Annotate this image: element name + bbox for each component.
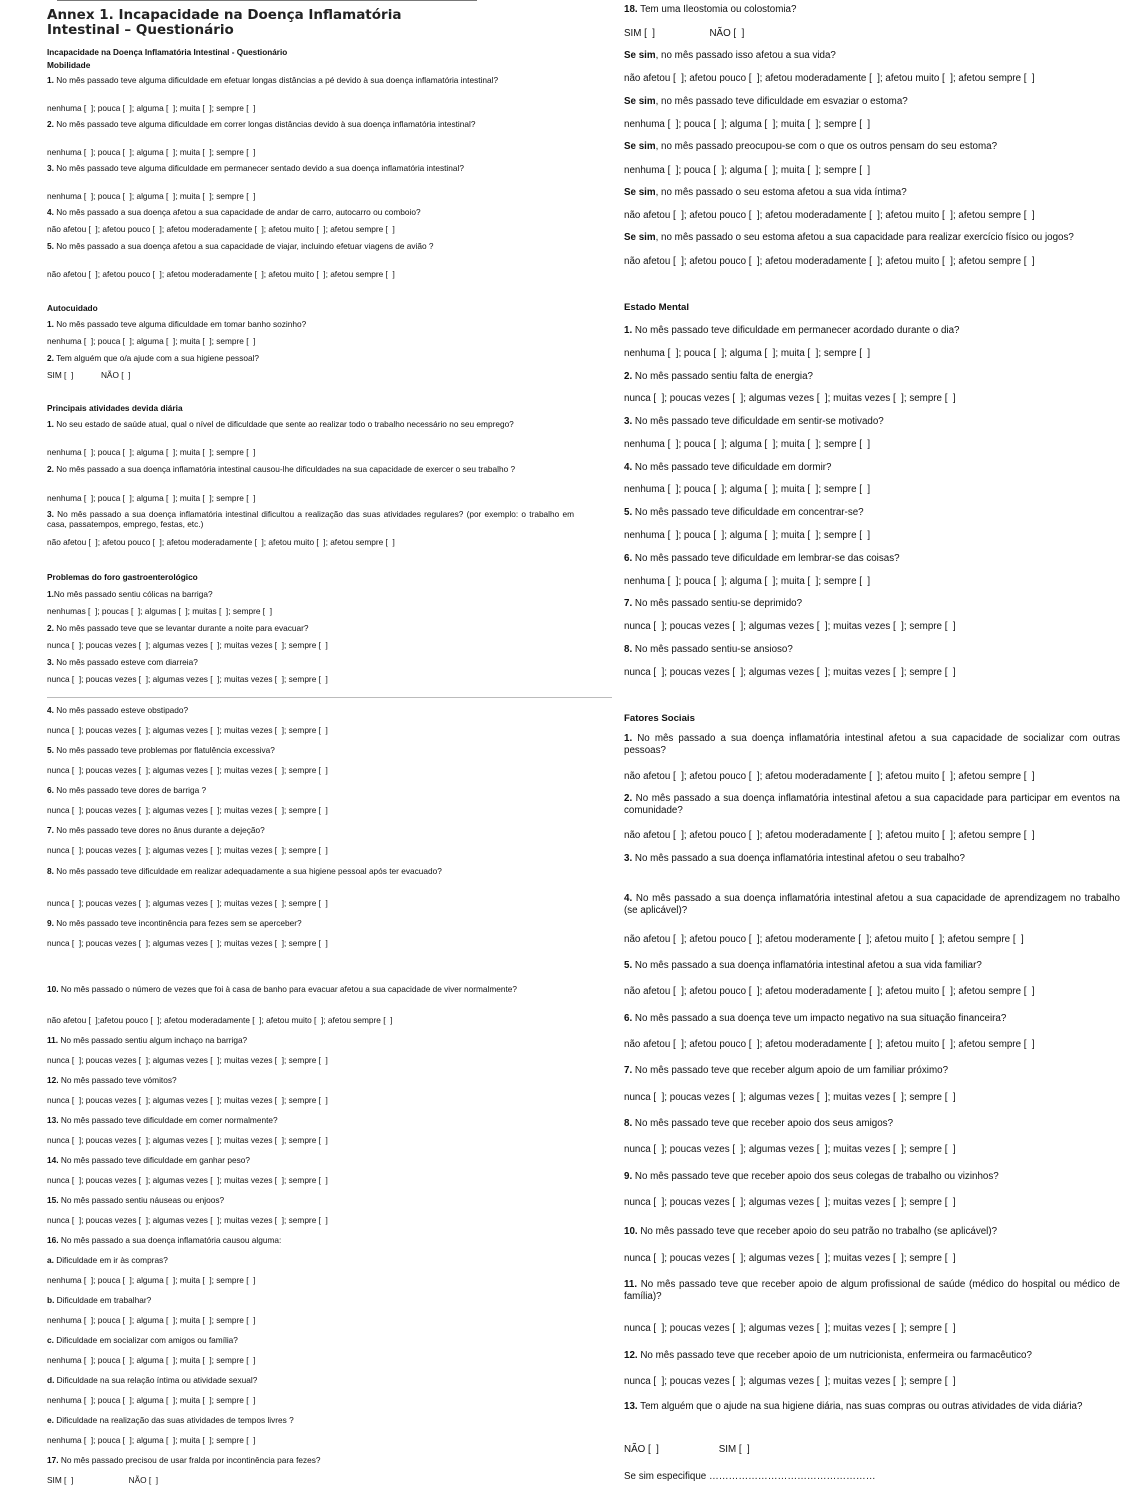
question [624, 141, 1120, 153]
answer-options: nunca [ ]; poucas vezes [ ]; algumas vezes [ ]; muitas vezes [ ]; sempre [ ] [624, 1376, 956, 1387]
question-number: 15. [47, 1195, 59, 1205]
question-text: No mês passado teve dificuldade em dormir? [632, 462, 832, 473]
question-text: No mês passado sentiu náuseas ou enjoos? [58, 1195, 225, 1205]
answer-options: nenhuma [ ]; pouca [ ]; alguma [ ]; muita [ ]; sempre [ ] [47, 1355, 256, 1365]
question-number: 8. [624, 1118, 633, 1129]
question-text: No mês passado teve dificuldade em comer normalmente? [58, 1115, 278, 1125]
question-text: No mês passado a sua doença afetou a sua capacidade de viajar, incluindo efetuar viagens de avião ? [53, 241, 434, 251]
question [47, 1235, 574, 1245]
question [624, 1171, 1120, 1183]
answer-options: nunca [ ]; poucas vezes [ ]; algumas vezes [ ]; muitas vezes [ ]; sempre [ ] [47, 765, 328, 775]
question [624, 960, 1120, 972]
question-number: 3. [624, 416, 633, 427]
answer-options: nunca [ ]; poucas vezes [ ]; algumas vezes [ ]; muitas vezes [ ]; sempre [ ] [47, 805, 328, 815]
question-text: No mês passado teve que receber algum apoio de um familiar próximo? [632, 1065, 949, 1076]
answer-options: não afetou [ ]; afetou pouco [ ]; afetou moderadamente [ ]; afetou muito [ ]; afetou sempre [ ] [624, 830, 1035, 841]
question-text: No mês passado precisou de usar fralda por incontinência para fezes? [58, 1455, 321, 1465]
question-number: 18. [624, 4, 638, 15]
question-number: Se sim [624, 187, 656, 198]
question-text: , no mês passado preocupou-se com o que os outros pensam do seu estoma? [655, 141, 998, 152]
question-text: No mês passado a sua doença inflamatória intestinal causou-lhe dificuldades na sua capacidade de exercer o seu trabalho ? [53, 464, 516, 474]
question-number: b. [47, 1295, 55, 1305]
question [624, 1013, 1120, 1025]
question [624, 598, 1120, 610]
answer-options: nunca [ ]; poucas vezes [ ]; algumas vezes [ ]; muitas vezes [ ]; sempre [ ] [624, 667, 956, 678]
question [624, 507, 1120, 519]
question [624, 644, 1120, 656]
question-text: Dificuldade em trabalhar? [54, 1295, 152, 1305]
question-text: No mês passado sentiu falta de energia? [632, 371, 813, 382]
question-text: Dificuldade em socializar com amigos ou família? [53, 1335, 238, 1345]
question [624, 1226, 1120, 1238]
answer-options: não afetou [ ]; afetou pouco [ ]; afetou moderadamente [ ]; afetou muito [ ]; afetou sempre [ ] [624, 1039, 1035, 1050]
question-number: 6. [47, 785, 54, 795]
question-text: Tem alguém que o ajude na sua higiene diária, nas suas compras ou outras atividades de vida diária? [637, 1401, 1083, 1412]
answer-options: Se sim especifique …………………………………………… [624, 1471, 876, 1482]
answer-options: não afetou [ ];afetou pouco [ ]; afetou moderadamente [ ]; afetou muito [ ]; afetou sempre [ ] [47, 1015, 393, 1025]
answer-options: nunca [ ]; poucas vezes [ ]; algumas vezes [ ]; muitas vezes [ ]; sempre [ ] [47, 898, 328, 908]
question [624, 1350, 1120, 1362]
answer-options: nunca [ ]; poucas vezes [ ]; algumas vezes [ ]; muitas vezes [ ]; sempre [ ] [47, 640, 328, 650]
question [47, 825, 574, 835]
answer-options: não afetou [ ]; afetou pouco [ ]; afetou moderadamente [ ]; afetou muito [ ]; afetou sempre [ ] [47, 269, 395, 279]
section-heading: Mobilidade [47, 60, 91, 70]
question [47, 657, 574, 667]
answer-options: nunca [ ]; poucas vezes [ ]; algumas vezes [ ]; muitas vezes [ ]; sempre [ ] [47, 1215, 328, 1225]
question [624, 553, 1120, 565]
answer-options: nenhuma [ ]; pouca [ ]; alguma [ ]; muita [ ]; sempre [ ] [624, 439, 871, 450]
answer-options: nenhuma [ ]; pouca [ ]; alguma [ ]; muita [ ]; sempre [ ] [47, 147, 256, 157]
question-number: 1. [47, 419, 54, 429]
question [47, 464, 574, 474]
question-text: No mês passado a sua doença inflamatória intestinal afetou a sua capacidade de aprendizagem no trabalho (se aplicável)? [624, 893, 1120, 917]
question [47, 785, 574, 795]
question [624, 371, 1120, 383]
question [47, 75, 574, 85]
question-number: 3. [47, 509, 54, 519]
question-number: 4. [624, 462, 633, 473]
answer-options: não afetou [ ]; afetou pouco [ ]; afetou moderadamente [ ]; afetou muito [ ]; afetou sempre [ ] [624, 771, 1035, 782]
question [47, 1295, 574, 1305]
question-number: 6. [624, 553, 633, 564]
question [47, 1335, 574, 1345]
answer-options: SIM [ ] NÃO [ ] [624, 28, 745, 39]
answer-options: não afetou [ ]; afetou pouco [ ]; afetou moderadamente [ ]; afetou muito [ ]; afetou sempre [ ] [47, 224, 395, 234]
question [624, 1118, 1120, 1130]
answer-options: nenhuma [ ]; pouca [ ]; alguma [ ]; muita [ ]; sempre [ ] [47, 493, 256, 503]
answer-options: nunca [ ]; poucas vezes [ ]; algumas vezes [ ]; muitas vezes [ ]; sempre [ ] [47, 845, 328, 855]
section-heading: Problemas do foro gastroenterológico [47, 572, 198, 582]
answer-options: nenhuma [ ]; pouca [ ]; alguma [ ]; muita [ ]; sempre [ ] [624, 119, 871, 130]
question [47, 623, 574, 633]
question-text: No mês passado sentiu algum inchaço na barriga? [58, 1035, 248, 1045]
question [47, 1035, 574, 1045]
question-number: 8. [624, 644, 633, 655]
question-number: 5. [624, 960, 633, 971]
question-text: No mês passado a sua doença teve um impacto negativo na sua situação financeira? [632, 1013, 1007, 1024]
answer-options: nunca [ ]; poucas vezes [ ]; algumas vezes [ ]; muitas vezes [ ]; sempre [ ] [624, 1092, 956, 1103]
question-number: 7. [47, 825, 54, 835]
question-number: Se sim [624, 50, 656, 61]
question-text: No mês passado teve dificuldade em sentir-se motivado? [632, 416, 884, 427]
question-number: 13. [47, 1115, 59, 1125]
answer-options: nenhuma [ ]; pouca [ ]; alguma [ ]; muita [ ]; sempre [ ] [47, 447, 256, 457]
question [624, 4, 1120, 16]
answer-options: nenhuma [ ]; pouca [ ]; alguma [ ]; muita [ ]; sempre [ ] [624, 576, 871, 587]
document-title [47, 8, 574, 38]
title-line-2: Intestinal – Questionário [47, 22, 234, 38]
top-rule-left [57, 0, 477, 1]
question-number: 2. [47, 623, 54, 633]
question-number: 9. [47, 918, 54, 928]
question [47, 705, 574, 715]
question [47, 319, 574, 329]
question-text: , no mês passado teve dificuldade em esvaziar o estoma? [655, 96, 908, 107]
question-number: Se sim [624, 96, 656, 107]
question-text: No mês passado teve dificuldade em concentrar-se? [632, 507, 864, 518]
answer-options: não afetou [ ]; afetou pouco [ ]; afetou moderadamente [ ]; afetou muito [ ]; afetou sempre [ ] [624, 210, 1035, 221]
answer-options: nenhuma [ ]; pouca [ ]; alguma [ ]; muita [ ]; sempre [ ] [624, 484, 871, 495]
question-text: No mês passado teve que receber apoio de algum profissional de saúde (médico do hospital ou médico de família)? [624, 1279, 1120, 1303]
question [624, 733, 1120, 758]
question-number: 10. [624, 1226, 638, 1237]
question-text: No mês passado teve dores no ânus durante a dejeção? [53, 825, 265, 835]
answer-options: nunca [ ]; poucas vezes [ ]; algumas vezes [ ]; muitas vezes [ ]; sempre [ ] [624, 1144, 956, 1155]
question-text: , no mês passado o seu estoma afetou a sua capacidade para realizar exercício físico ou jogos? [655, 232, 1074, 243]
question-text: No mês passado teve dores de barriga ? [53, 785, 207, 795]
answer-options: nenhuma [ ]; pouca [ ]; alguma [ ]; muita [ ]; sempre [ ] [47, 1435, 256, 1445]
question-number: 12. [47, 1075, 59, 1085]
question [47, 207, 574, 217]
question-text: , no mês passado isso afetou a sua vida? [655, 50, 836, 61]
question-text: No mês passado teve que receber apoio de um nutricionista, enfermeira ou farmacêutico? [637, 1350, 1032, 1361]
question [624, 1279, 1120, 1304]
question-number: 1. [47, 75, 54, 85]
question-number: 14. [47, 1155, 59, 1165]
left-column [47, 7, 574, 1485]
question-number: 4. [47, 705, 54, 715]
answer-options: não afetou [ ]; afetou pouco [ ]; afetou moderadamente [ ]; afetou muito [ ]; afetou sempre [ ] [624, 256, 1035, 267]
question-text: No mês passado a sua doença inflamatória intestinal afetou o seu trabalho? [632, 853, 965, 864]
answer-options: nunca [ ]; poucas vezes [ ]; algumas vezes [ ]; muitas vezes [ ]; sempre [ ] [47, 1175, 328, 1185]
question [47, 918, 574, 928]
question [47, 353, 574, 363]
question-number: 3. [624, 853, 633, 864]
question-text: No mês passado esteve com diarreia? [53, 657, 198, 667]
answer-options: nunca [ ]; poucas vezes [ ]; algumas vezes [ ]; muitas vezes [ ]; sempre [ ] [624, 1323, 956, 1334]
answer-options: nunca [ ]; poucas vezes [ ]; algumas vezes [ ]; muitas vezes [ ]; sempre [ ] [47, 1135, 328, 1145]
question-number: 6. [624, 1013, 633, 1024]
question-number: 1. [47, 589, 54, 599]
question-text: No seu estado de saúde atual, qual o nível de dificuldade que sente ao realizar todo o trabalho necessário no seu emprego? [53, 419, 514, 429]
question-number: 5. [47, 241, 54, 251]
question-text: Dificuldade na sua relação íntima ou atividade sexual? [54, 1375, 258, 1385]
question-text: No mês passado teve que se levantar durante a noite para evacuar? [53, 623, 309, 633]
question-text: No mês passado sentiu-se ansioso? [632, 644, 793, 655]
question [47, 241, 574, 251]
answer-options: nenhumas [ ]; poucas [ ]; algumas [ ]; muitas [ ]; sempre [ ] [47, 606, 273, 616]
answer-options: nunca [ ]; poucas vezes [ ]; algumas vezes [ ]; muitas vezes [ ]; sempre [ ] [47, 674, 328, 684]
question-text: No mês passado teve dificuldade em permanecer acordado durante o dia? [632, 325, 960, 336]
question-text: No mês passado a sua doença inflamatória intestinal afetou a sua capacidade para participar em eventos na comunidade? [624, 793, 1120, 817]
question [624, 232, 1120, 244]
question-number: 13. [624, 1401, 638, 1412]
question-text: No mês passado teve que receber apoio dos seus colegas de trabalho ou vizinhos? [632, 1171, 999, 1182]
answer-options: nenhuma [ ]; pouca [ ]; alguma [ ]; muita [ ]; sempre [ ] [47, 1315, 256, 1325]
answer-options: nenhuma [ ]; pouca [ ]; alguma [ ]; muita [ ]; sempre [ ] [47, 191, 256, 201]
question-number: c. [47, 1335, 54, 1345]
question [47, 1195, 574, 1205]
answer-options: nenhuma [ ]; pouca [ ]; alguma [ ]; muita [ ]; sempre [ ] [624, 348, 871, 359]
question [47, 419, 574, 429]
question-number: e. [47, 1415, 54, 1425]
question-number: 2. [624, 793, 633, 804]
answer-options: SIM [ ] NÃO [ ] [47, 370, 131, 380]
question-number: 7. [624, 598, 633, 609]
question-number: 9. [624, 1171, 633, 1182]
question [47, 745, 574, 755]
question-text: Dificuldade na realização das suas atividades de tempos livres ? [53, 1415, 294, 1425]
question [624, 416, 1120, 428]
question-text: No mês passado teve dificuldade em ganhar peso? [58, 1155, 250, 1165]
answer-options: nunca [ ]; poucas vezes [ ]; algumas vezes [ ]; muitas vezes [ ]; sempre [ ] [624, 621, 956, 632]
question-number: 16. [47, 1235, 59, 1245]
question-text: No mês passado teve vómitos? [58, 1075, 177, 1085]
question [47, 984, 574, 994]
question-text: No mês passado sentiu-se deprimido? [632, 598, 803, 609]
question [47, 1415, 574, 1425]
question-number: 4. [47, 207, 54, 217]
answer-options: nenhuma [ ]; pouca [ ]; alguma [ ]; muita [ ]; sempre [ ] [47, 103, 256, 113]
question [624, 893, 1120, 918]
answer-options: nunca [ ]; poucas vezes [ ]; algumas vezes [ ]; muitas vezes [ ]; sempre [ ] [47, 1095, 328, 1105]
question-number: Se sim [624, 232, 656, 243]
section-heading: Fatores Sociais [624, 713, 695, 724]
question-number: 1. [624, 325, 633, 336]
answer-options: NÃO [ ] SIM [ ] [624, 1444, 750, 1455]
question-text: No mês passado teve problemas por flatulência excessiva? [53, 745, 275, 755]
question-number: 11. [624, 1279, 638, 1290]
answer-options: nunca [ ]; poucas vezes [ ]; algumas vezes [ ]; muitas vezes [ ]; sempre [ ] [624, 393, 956, 404]
answer-options: nenhuma [ ]; pouca [ ]; alguma [ ]; muita [ ]; sempre [ ] [47, 1395, 256, 1405]
answer-options: nenhuma [ ]; pouca [ ]; alguma [ ]; muita [ ]; sempre [ ] [47, 1275, 256, 1285]
question-number: 17. [47, 1455, 59, 1465]
answer-options: nunca [ ]; poucas vezes [ ]; algumas vezes [ ]; muitas vezes [ ]; sempre [ ] [47, 938, 328, 948]
question-text: No mês passado a sua doença inflamatória causou alguma: [58, 1235, 282, 1245]
question [624, 1401, 1120, 1413]
question-text: No mês passado sentiu cólicas na barriga? [53, 589, 213, 599]
question [624, 462, 1120, 474]
answer-options: nenhuma [ ]; pouca [ ]; alguma [ ]; muita [ ]; sempre [ ] [624, 165, 871, 176]
question-text: No mês passado teve que receber apoio do seu patrão no trabalho (se aplicável)? [637, 1226, 998, 1237]
question-number: 1. [624, 733, 633, 744]
question-number: Se sim [624, 141, 656, 152]
question [47, 866, 574, 876]
question [624, 96, 1120, 108]
question [47, 1155, 574, 1165]
question-text: No mês passado a sua doença inflamatória intestinal afetou a sua vida familiar? [632, 960, 982, 971]
answer-options: nunca [ ]; poucas vezes [ ]; algumas vezes [ ]; muitas vezes [ ]; sempre [ ] [47, 1055, 328, 1065]
question [47, 1375, 574, 1385]
question-text: No mês passado esteve obstipado? [53, 705, 189, 715]
question-number: 3. [47, 163, 54, 173]
questionnaire-subtitle: Incapacidade na Doença Inflamatória Intestinal - Questionário [47, 48, 288, 57]
answer-options: não afetou [ ]; afetou pouco [ ]; afetou moderadamente [ ]; afetou muito [ ]; afetou sempre [ ] [624, 73, 1035, 84]
question [47, 1455, 574, 1465]
question [47, 163, 574, 173]
question-text: Tem uma Ileostomia ou colostomia? [637, 4, 797, 15]
answer-options: SIM [ ] NÃO [ ] [47, 1475, 159, 1485]
question-text: No mês passado teve incontinência para fezes sem se aperceber? [53, 918, 302, 928]
answer-options: não afetou [ ]; afetou pouco [ ]; afetou moderadamente [ ]; afetou muito [ ]; afetou sempre [ ] [624, 986, 1035, 997]
question [624, 1065, 1120, 1077]
question-text: Tem alguém que o/a ajude com a sua higiene pessoal? [53, 353, 260, 363]
question [47, 589, 574, 599]
question-number: d. [47, 1375, 55, 1385]
question-number: 2. [624, 371, 633, 382]
title-line-1: Annex 1. Incapacidade na Doença Inflamatória [47, 7, 402, 23]
question-text: No mês passado teve alguma dificuldade em permanecer sentado devido a sua doença inflamatória intestinal? [53, 163, 464, 173]
question [624, 853, 1120, 865]
question-number: 3. [47, 657, 54, 667]
question [624, 793, 1120, 818]
section-heading: Autocuidado [47, 303, 98, 313]
answer-options: nunca [ ]; poucas vezes [ ]; algumas vezes [ ]; muitas vezes [ ]; sempre [ ] [624, 1197, 956, 1208]
question-number: 12. [624, 1350, 638, 1361]
answer-options: nenhuma [ ]; pouca [ ]; alguma [ ]; muita [ ]; sempre [ ] [47, 336, 256, 346]
question-text: No mês passado teve alguma dificuldade em tomar banho sozinho? [53, 319, 307, 329]
section-heading: Estado Mental [624, 302, 690, 313]
question [47, 509, 574, 529]
question [624, 50, 1120, 62]
question [47, 1075, 574, 1085]
question-text: No mês passado teve dificuldade em lembrar-se das coisas? [632, 553, 900, 564]
question [624, 187, 1120, 199]
answer-options: não afetou [ ]; afetou pouco [ ]; afetou moderamente [ ]; afetou muito [ ]; afetou sempre [ ] [624, 934, 1024, 945]
question-text: No mês passado teve dificuldade em realizar adequadamente a sua higiene pessoal após ter evacuado? [53, 866, 442, 876]
question-text: No mês passado teve alguma dificuldade em correr longas distâncias devido à sua doença inflamatória intestinal? [53, 119, 476, 129]
question [47, 1115, 574, 1125]
question-text: Dificuldade em ir às compras? [53, 1255, 168, 1265]
question-number: 7. [624, 1065, 633, 1076]
answer-options: nunca [ ]; poucas vezes [ ]; algumas vezes [ ]; muitas vezes [ ]; sempre [ ] [47, 725, 328, 735]
answer-options: nunca [ ]; poucas vezes [ ]; algumas vezes [ ]; muitas vezes [ ]; sempre [ ] [624, 1253, 956, 1264]
question-number: 2. [47, 119, 54, 129]
question-text: No mês passado a sua doença inflamatória intestinal afetou a sua capacidade de socializar com outras pessoas? [624, 733, 1120, 757]
question [47, 1255, 574, 1265]
question-text: No mês passado teve alguma dificuldade em efetuar longas distâncias a pé devido à sua doença inflamatória intestinal? [53, 75, 499, 85]
question-text: No mês passado teve que receber apoio dos seus amigos? [632, 1118, 894, 1129]
question [47, 119, 574, 129]
question-number: 11. [47, 1035, 59, 1045]
answer-options: não afetou [ ]; afetou pouco [ ]; afetou moderadamente [ ]; afetou muito [ ]; afetou sempre [ ] [47, 537, 395, 547]
question-number: 8. [47, 866, 54, 876]
question-text: No mês passado o número de vezes que foi à casa de banho para evacuar afetou a sua capacidade de viver normalmente? [58, 984, 518, 994]
question-number: 2. [47, 464, 54, 474]
question [624, 325, 1120, 337]
question-number: 1. [47, 319, 54, 329]
question-text: No mês passado a sua doença afetou a sua capacidade de andar de carro, autocarro ou comboio? [53, 207, 421, 217]
question-text: No mês passado a sua doença inflamatória intestinal dificultou a realização das suas atividades regulares? (por exemplo: o trabalho em casa, passatempos, emprego, festas, etc.) [47, 509, 574, 529]
answer-options: nenhuma [ ]; pouca [ ]; alguma [ ]; muita [ ]; sempre [ ] [624, 530, 871, 541]
question-number: a. [47, 1255, 54, 1265]
question-number: 2. [47, 353, 54, 363]
divider-line [47, 697, 612, 698]
question-number: 5. [624, 507, 633, 518]
question-number: 5. [47, 745, 54, 755]
section-heading: Principais atividades devida diária [47, 403, 183, 413]
question-number: 4. [624, 893, 633, 904]
question-number: 10. [47, 984, 59, 994]
question-text: , no mês passado o seu estoma afetou a sua vida íntima? [655, 187, 907, 198]
